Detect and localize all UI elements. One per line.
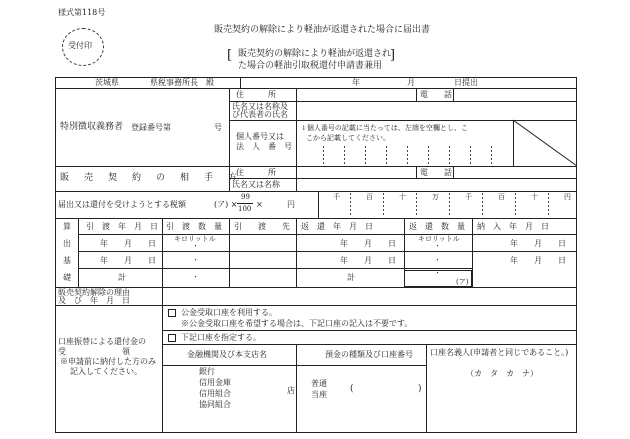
subtitle-line-2: た場合の軽油引取税還付申請書兼用 [238,61,383,71]
total-qty-dot: ・ [192,273,199,281]
row2-qty-dot: ・ [192,256,199,264]
counterparty-name-label: 氏名又は名称 [232,180,280,189]
row2-return-date: 年 月 日 [340,256,396,265]
col-holder: 口座名義人(申請者と同じであること。) [430,348,569,357]
row2-payment-date: 年 月 日 [510,256,566,265]
total-label-return: 計 [347,273,355,282]
collector-id-label-2: 法 人 番 号 [236,142,292,151]
header-day-submitted: 日提出 [454,78,478,87]
bank-label-4: 記入してください。 [70,367,142,376]
col-account: 預金の種類及び口座番号 [325,350,413,359]
acct-paren-open: ( [350,384,354,394]
calc-side-char: 出 [63,239,71,248]
acct-paren-close: ) [418,384,422,394]
formula-part-b: × [256,200,263,209]
digit-label: 百 [366,193,373,201]
formula-numerator: 99 [241,193,250,201]
bank-type: 銀行 [199,367,215,376]
row2-delivery-date: 年 月 日 [100,256,156,265]
bank-type: 信用金庫 [199,378,231,387]
reason-label-2: 及 び 年 月 日 [58,296,130,305]
bank-type: 信用組合 [199,389,231,398]
id-note-line-2: こから記載してください。 [306,134,390,142]
branch-label: 店 [287,386,295,395]
form-number: 様式第118号 [58,8,106,17]
subtitle-bracket-open: [ [227,48,233,63]
option-2-label: 下記口座を指定する。 [181,333,261,342]
mark-a: (ア) [456,278,469,286]
total-return-dot: ・ [434,269,441,277]
bank-label-2: 受 領 [58,347,130,356]
bank-type: 協同組合 [199,400,231,409]
header-month: 月 [407,78,415,87]
bank-label-3: ※申請前に納付した方のみ [60,357,156,366]
calc-side-char: 礎 [63,273,71,282]
option-1-checkbox[interactable] [168,309,176,317]
row1-return-dot: ・ [434,242,441,250]
hdr-return-date: 返 還 年 月 日 [301,222,373,231]
hdr-delivery-qty: 引 渡 数 量 [166,222,222,231]
stamp-label: 受付印 [68,41,92,50]
subtitle-bracket-close: ] [390,48,396,63]
hdr-return-qty: 返 還 数 量 [409,222,465,231]
row1-payment-date: 年 月 日 [510,239,566,248]
digit-label: 十 [531,193,538,201]
row1-qty-dot: ・ [192,242,199,250]
counterparty-label: 販 売 契 約 の 相 手 方 [60,173,241,183]
col-institution: 金融機関及び本支店名 [187,350,267,359]
formula-denominator: 100 [238,205,252,213]
collector-phone-label: 電 話 [420,90,452,99]
form-title: 販売契約の解除により軽油が返還された場合に届出書 [214,25,431,35]
reg-number-label: 登録番号第 [131,123,171,132]
kana-note: （カ タ カ ナ） [466,369,538,378]
collector-address-label: 住 所 [236,90,276,99]
row1-unit: キロリットル [174,235,216,243]
calc-side-char: 算 [63,222,71,231]
total-label-delivery: 計 [118,273,126,282]
digit-label: 千 [333,193,340,201]
refund-label: 届出又は還付を受けようとする税額 [58,200,186,209]
reg-number-suffix: 号 [214,123,222,132]
row1-return-date: 年 月 日 [340,239,396,248]
subtitle-line-1: 販売契約の解除により軽油が返還され [238,49,392,59]
header-year: 年 [352,78,360,87]
option-2-checkbox[interactable] [168,334,176,342]
row2-return-dot: ・ [434,256,441,264]
formula-yen: 円 [287,200,295,209]
digit-label: 百 [498,193,505,201]
bank-label-1: 口座振替による還付金の [58,337,146,346]
office-name: 県税事務所長 殿 [150,78,214,87]
collector-name-label-2: び代表者の氏名 [232,110,288,119]
hdr-delivery-date: 引 渡 年 月 日 [86,222,158,231]
acct-type: 普通 [311,379,327,388]
hdr-delivery-to: 引 渡 先 [234,222,290,231]
option-1-note: ※公金受取口座を希望する場合は、下記口座の記入は不要です。 [181,319,413,328]
digit-label: 千 [465,193,472,201]
option-1-label: 公金受取口座を利用する。 [181,308,277,317]
counterparty-address-label: 住 所 [236,168,276,177]
collector-name-label-1: 氏名又は名称及 [232,102,288,111]
digit-label: 円 [564,193,571,201]
collector-label: 特別徴収義務者 [60,122,124,132]
row1-delivery-date: 年 月 日 [100,239,156,248]
formula-part-a: (ア) × [214,200,238,209]
id-note-line-1: ↓個人番号の記載に当たっては、左端を空欄とし、こ [301,124,468,132]
calc-side-char: 基 [63,256,71,265]
reason-label-1: 販売契約解除の理由 [58,288,130,297]
collector-id-label-1: 個人番号又は [236,132,284,141]
fraction-bar [237,203,253,204]
digit-label: 万 [432,193,439,201]
prefecture: 茨城県 [95,78,119,87]
hdr-payment-date: 納 入 年 月 日 [477,222,549,231]
row1-return-unit: キロリットル [418,235,460,243]
acct-type: 当座 [311,390,327,399]
counterparty-phone-label: 電 話 [420,168,452,177]
digit-label: 十 [399,193,406,201]
